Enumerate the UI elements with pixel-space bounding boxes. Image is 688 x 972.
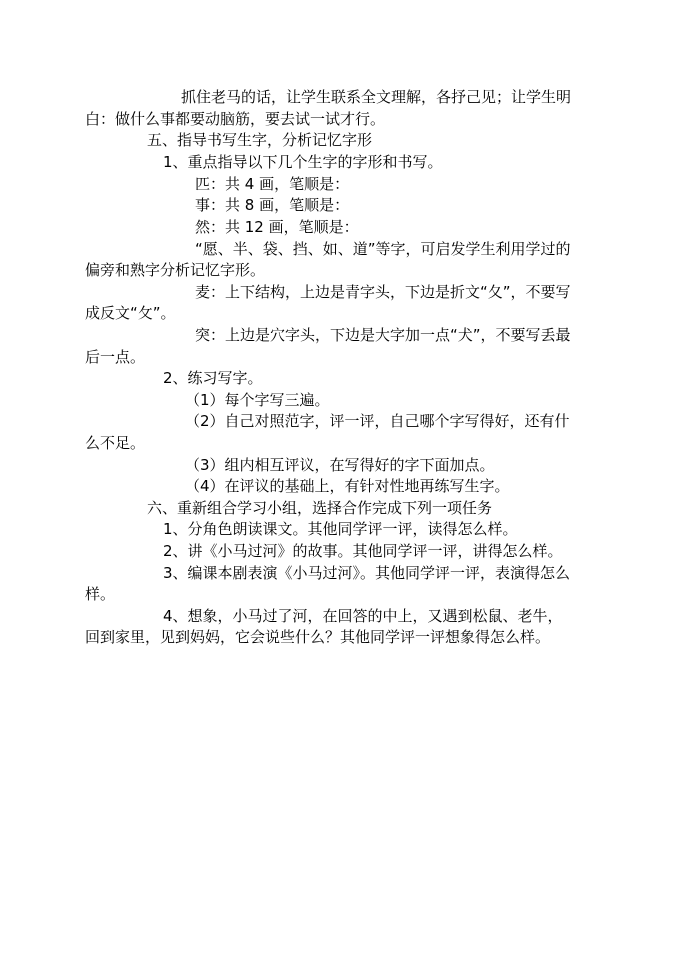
list-item: （3）组内相互评议，在写得好的字下面加点。 (185, 456, 495, 474)
paragraph-line: 样。 (85, 585, 116, 603)
paragraph-line: 麦：上下结构，上边是青字头，下边是折文“夂”，不要写 (195, 283, 571, 301)
subsection-heading: 2、练习写字。 (163, 369, 263, 387)
paragraph-line: 突：上边是穴字头，下边是大字加一点“犬”，不要写丢最 (195, 326, 571, 344)
stroke-order-line: 匹：共 4 画，笔顺是： (195, 175, 350, 193)
stroke-order-line: 事：共 8 画，笔顺是： (195, 196, 350, 214)
paragraph-line: 成反文“攵”。 (85, 304, 176, 322)
list-item: 3、编课本剧表演《小马过河》。其他同学评一评，表演得怎么 (163, 564, 571, 582)
paragraph-line: 后一点。 (85, 348, 146, 366)
list-item: （2）自己对照范字，评一评，自己哪个字写得好，还有什 (185, 412, 570, 430)
list-item: 4、想象，小马过了河，在回答的中上，又遇到松鼠、老牛， (163, 607, 563, 625)
stroke-order-line: 然：共 12 画，笔顺是： (195, 218, 359, 236)
paragraph-line: 抓住老马的话，让学生联系全文理解，各抒己见；让学生明 (181, 88, 572, 106)
paragraph-line: 偏旁和熟字分析记忆字形。 (85, 261, 266, 279)
paragraph-line: “愿、半、袋、挡、如、道”等字，可启发学生利用学过的 (195, 240, 571, 258)
section-heading: 五、指导书写生字，分析记忆字形 (147, 131, 373, 149)
paragraph-line: 么不足。 (85, 434, 146, 452)
section-heading: 六、重新组合学习小组，选择合作完成下列一项任务 (147, 499, 493, 517)
paragraph-line: 白：做什么事都要动脑筋，要去试一试才行。 (85, 110, 386, 128)
subsection-heading: 1、重点指导以下几个生字的字形和书写。 (163, 153, 443, 171)
paragraph-line: 回到家里，见到妈妈，它会说些什么？其他同学评一评想象得怎么样。 (85, 628, 551, 646)
list-item: 1、分角色朗读课文。其他同学评一评，读得怎么样。 (163, 520, 518, 538)
list-item: （1）每个字写三遍。 (185, 391, 330, 409)
list-item: （4）在评议的基础上，有针对性地再练写生字。 (185, 477, 510, 495)
list-item: 2、讲《小马过河》的故事。其他同学评一评，讲得怎么样。 (163, 542, 563, 560)
